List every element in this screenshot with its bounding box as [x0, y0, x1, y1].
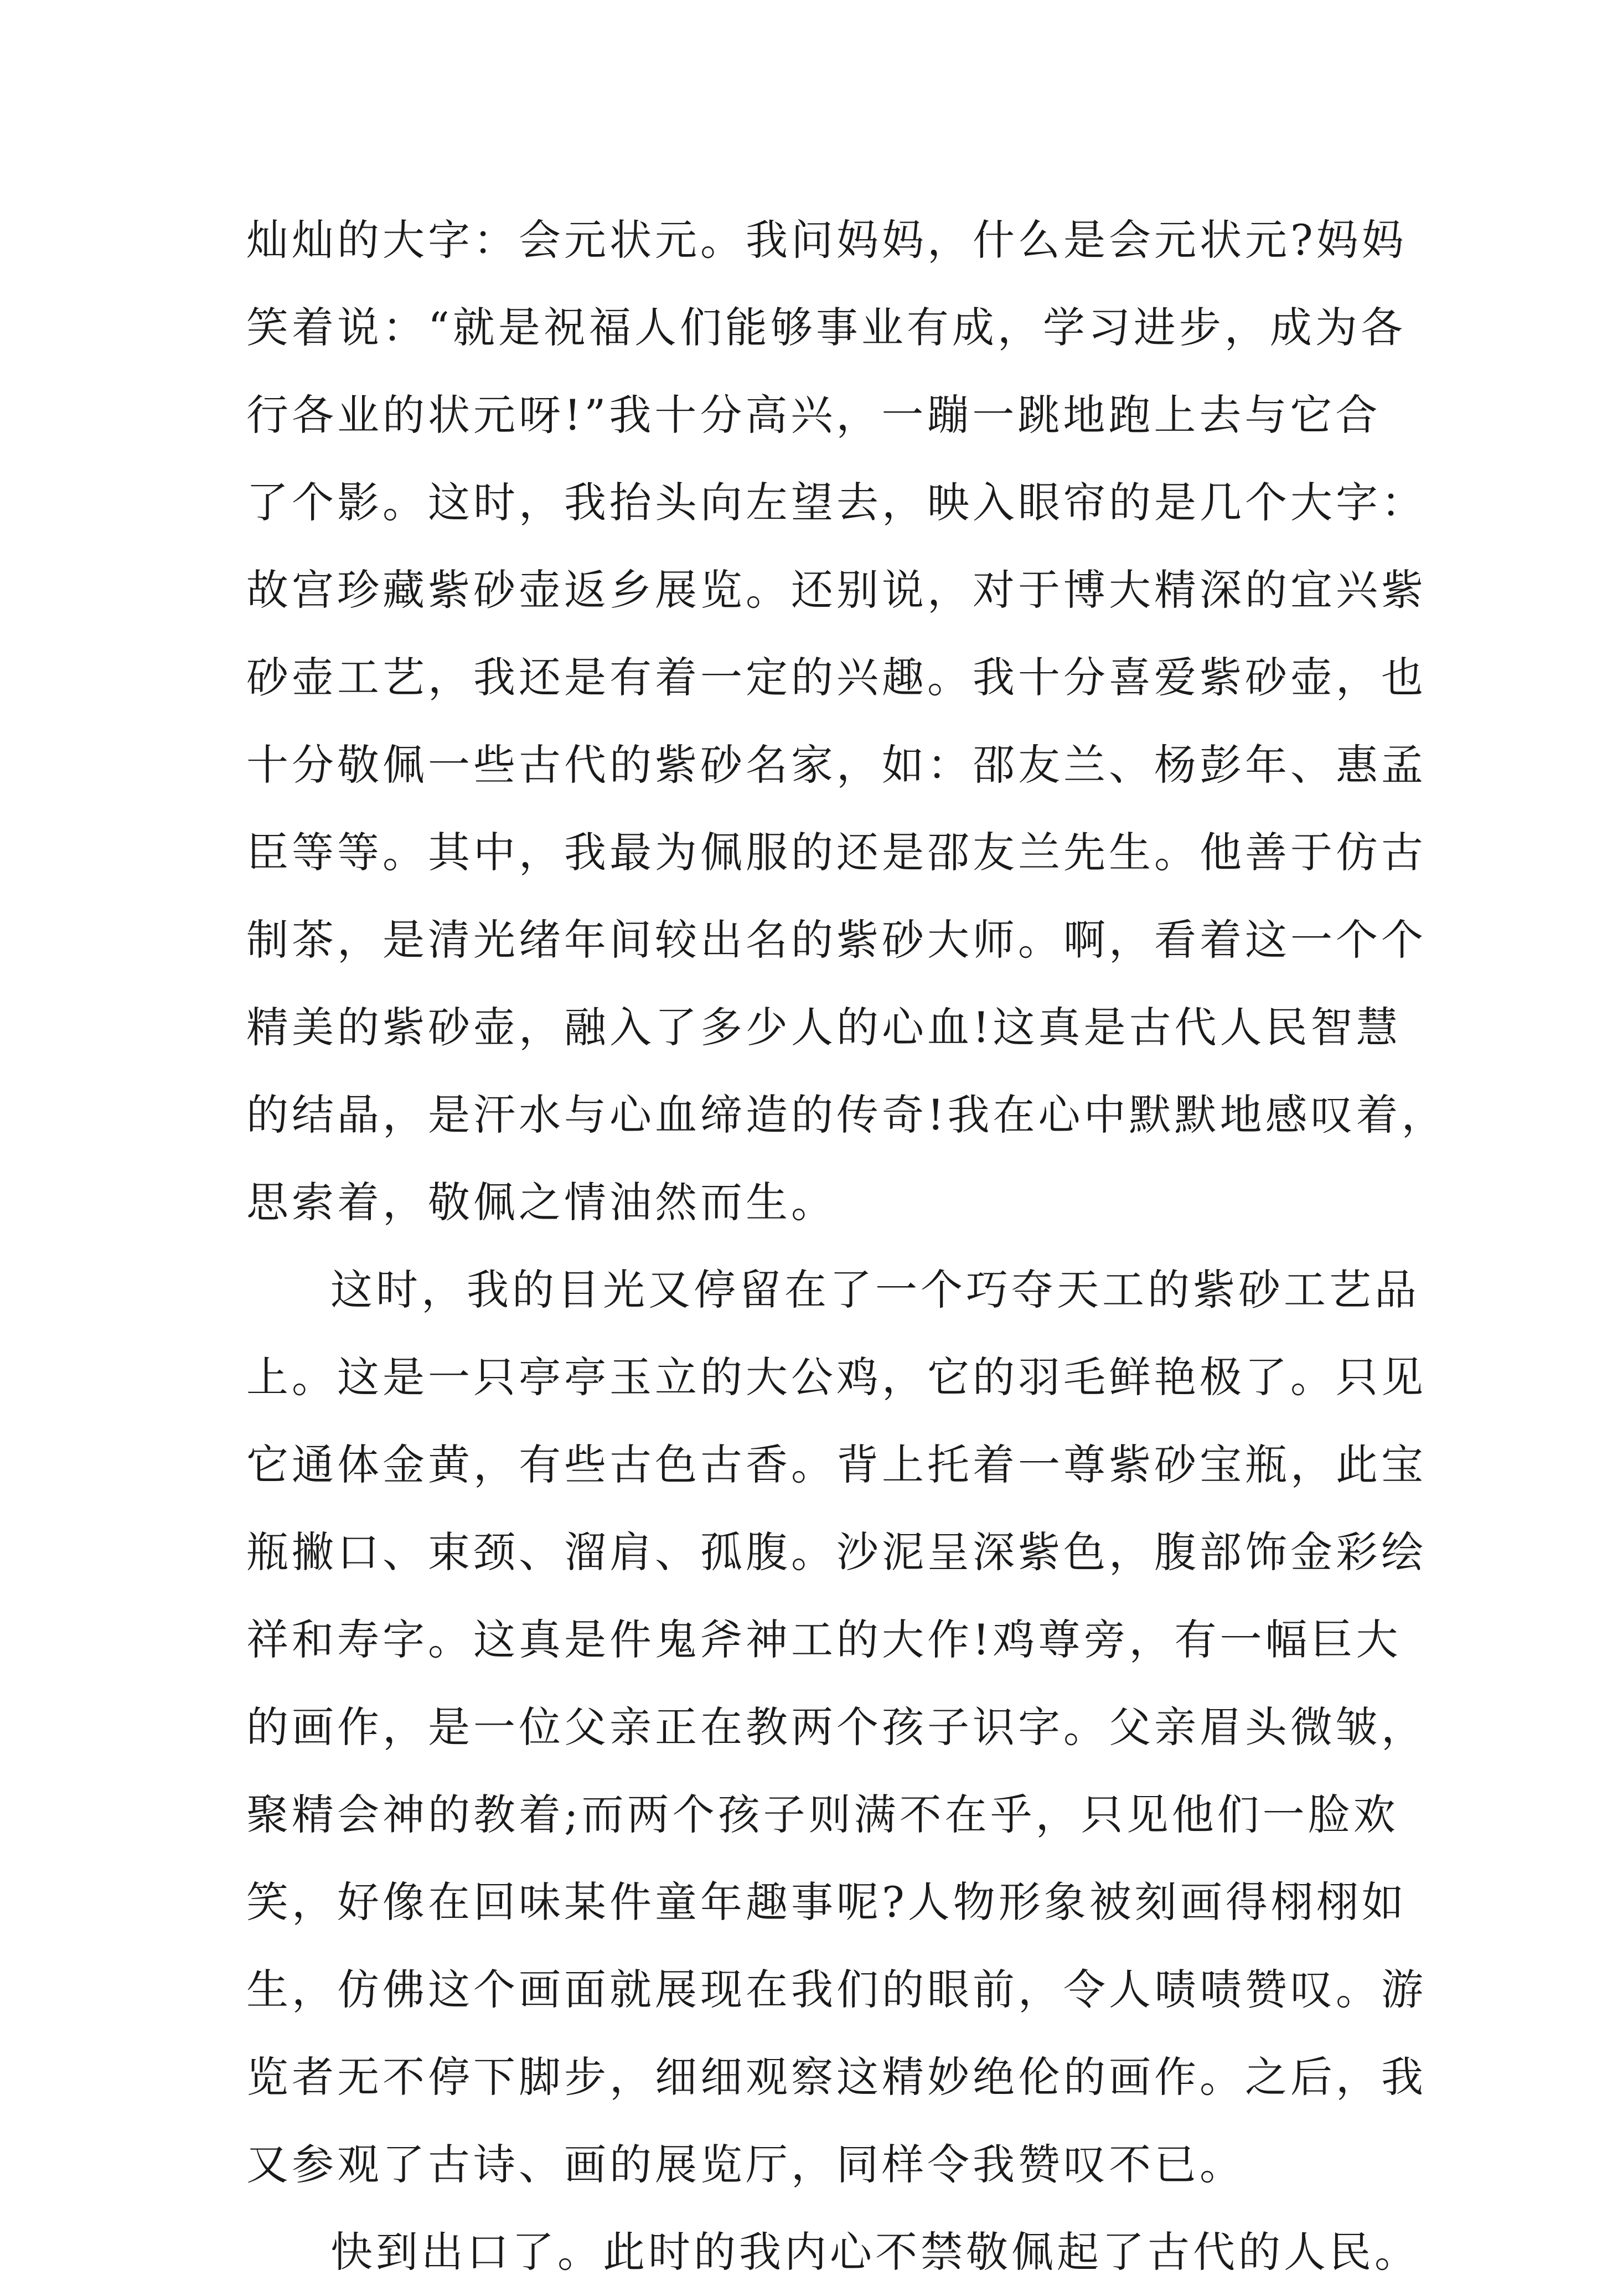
text-line: 思索着，敬佩之情油然而生。 — [246, 1178, 836, 1227]
text-line: 祥和寿字。这真是件鬼斧神工的大作!鸡尊旁，有一幅巨大 — [246, 1615, 1402, 1664]
text-line: 臣等等。其中，我最为佩服的还是邵友兰先生。他善于仿古 — [246, 828, 1427, 877]
text-line: 生，仿佛这个画面就展现在我们的眼前，令人啧啧赞叹。游 — [246, 1965, 1427, 2014]
text-line: 的结晶，是汗水与心血缔造的传奇!我在心中默默地感叹着， — [246, 1090, 1447, 1139]
text-line: 笑着说：“就是祝福人们能够事业有成，学习进步，成为各 — [246, 303, 1406, 352]
text-line: 行各业的状元呀!”我十分高兴，一蹦一跳地跑上去与它合 — [246, 390, 1381, 440]
text-line: 览者无不停下脚步，细细观察这精妙绝伦的画作。之后，我 — [246, 2052, 1427, 2102]
text-line: 又参观了古诗、画的展览厅，同样令我赞叹不已。 — [246, 2140, 1245, 2189]
text-line: 砂壶工艺，我还是有着一定的兴趣。我十分喜爱紫砂壶，也 — [246, 653, 1427, 702]
text-line: 故宫珍藏紫砂壶返乡展览。还别说，对于博大精深的宜兴紫 — [246, 565, 1427, 615]
text-line: 它通体金黄，有些古色古香。背上托着一尊紫砂宝瓶，此宝 — [246, 1440, 1427, 1489]
text-line: 笑，好像在回味某件童年趣事呢?人物形象被刻画得栩栩如 — [246, 1877, 1407, 1927]
text-line: 的画作，是一位父亲正在教两个孩子识字。父亲眉头微皱， — [246, 1702, 1427, 1752]
text-line: 瓶撇口、束颈、溜肩、孤腹。沙泥呈深紫色，腹部饰金彩绘 — [246, 1528, 1427, 1577]
paragraph-first-line: 这时，我的目光又停留在了一个巧夺天工的紫砂工艺品 — [330, 1265, 1420, 1314]
text-line: 了个影。这时，我抬头向左望去，映入眼帘的是几个大字： — [246, 478, 1427, 527]
text-line: 精美的紫砂壶，融入了多少人的心血!这真是古代人民智慧 — [246, 1003, 1402, 1052]
text-line: 制茶，是清光绪年间较出名的紫砂大师。啊，看着这一个个 — [246, 915, 1427, 964]
text-line: 灿灿的大字：会元状元。我问妈妈，什么是会元状元?妈妈 — [246, 215, 1407, 265]
text-line: 十分敬佩一些古代的紫砂名家，如：邵友兰、杨彭年、惠孟 — [246, 740, 1427, 790]
text-line: 上。这是一只亭亭玉立的大公鸡，它的羽毛鲜艳极了。只见 — [246, 1353, 1427, 1402]
paragraph-first-line: 快到出口了。此时的我内心不禁敬佩起了古代的人民。 — [330, 2227, 1420, 2277]
text-line: 聚精会神的教着;而两个孩子则满不在乎，只见他们一脸欢 — [246, 1790, 1399, 1839]
body-text — [246, 197, 1447, 2296]
